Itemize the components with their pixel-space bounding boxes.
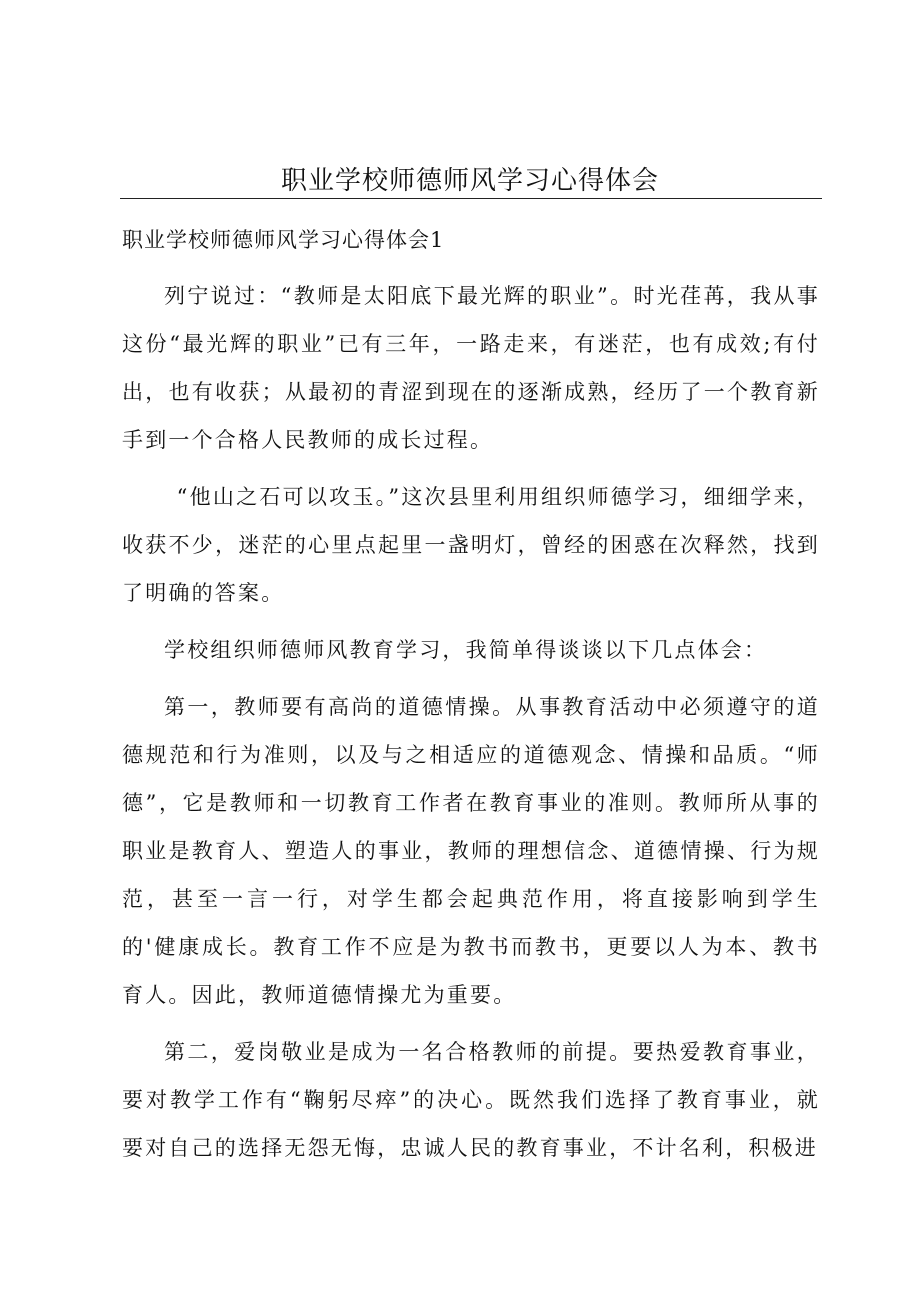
- paragraph-quote: “他山之石可以攻玉。”这次县里利用组织师德学习，细细学来，收获不少，迷茫的心里点起里一盏明灯，曾经的困惑在次释然，找到了明确的答案。: [122, 485, 820, 605]
- paragraph-point-two: 第二，爱岗敬业是成为一名合格教师的前提。要热爱教育事业，要对教学工作有“鞠躬尽瘁”的决心。既然我们选择了教育事业，就要对自己的选择无怨无悔，忠诚人民的教育事业，不计名利，积极进: [122, 1040, 820, 1160]
- section-heading: 职业学校师德师风学习心得体会1: [122, 228, 445, 252]
- paragraph-lead-in: 学校组织师德师风教育学习，我简单得谈谈以下几点体会：: [164, 638, 768, 662]
- paragraph-intro: 列宁说过：“教师是太阳底下最光辉的职业”。时光荏苒，我从事这份“最光辉的职业”已有三年，一路走来，有迷茫，也有成效;有付出，也有收获；从最初的青涩到现在的逐渐成熟，经历了一个教育新手到一个合格人民教师的成长过程。: [122, 284, 820, 452]
- document-body: [122, 272, 820, 1181]
- title-underline: [120, 198, 822, 199]
- paragraph-point-one: 第一，教师要有高尚的道德情操。从事教育活动中必须遵守的道德规范和行为准则，以及与之相适应的道德观念、情操和品质。“师德”，它是教师和一切教育工作者在教育事业的准则。教师所从事的职业是教育人、塑造人的事业，教师的理想信念、道德情操、行为规范，甚至一言一行，对学生都会起典范作用，将直接影响到学生的'健康成长。教育工作不应是为教书而教书，更要以人为本、教书育人。因此，教师道德情操尤为重要。: [122, 695, 820, 1007]
- document-title: 职业学校师德师风学习心得体会: [280, 166, 659, 196]
